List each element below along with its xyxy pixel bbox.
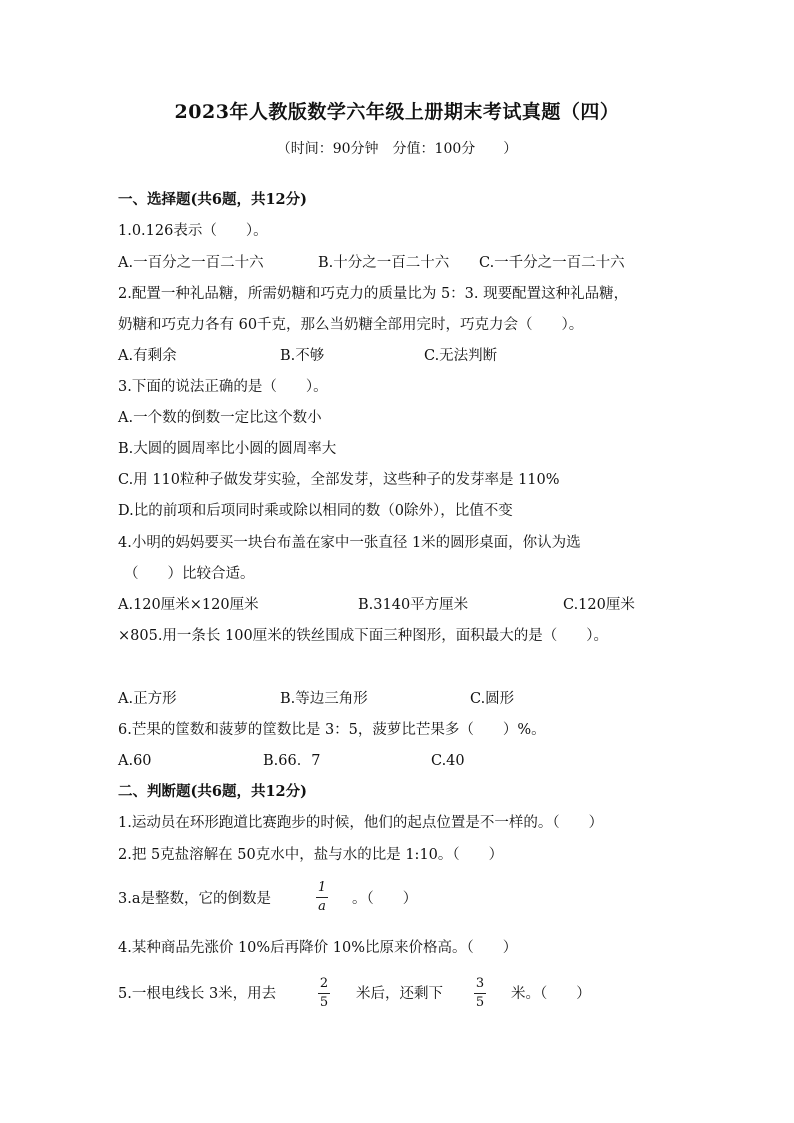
judgment-2: 2.把 5克盐溶解在 50克水中，盐与水的比是 1:10。（ ） [118, 847, 504, 863]
question-2-stem-line2: 奶糖和巧克力各有 60千克，那么当奶糖全部用完时，巧克力会（ ）。 [118, 317, 584, 333]
fraction-bar [474, 993, 486, 994]
question-4-option-a: A.120厘米×120厘米 [118, 597, 259, 613]
question-5-stem: ×805.用一条长 100厘米的铁丝围成下面三种图形，面积最大的是（ ）。 [118, 628, 608, 644]
question-3-option-d: D.比的前项和后项同时乘或除以相同的数（0除外），比值不变 [118, 503, 513, 519]
fraction-denominator: a [318, 899, 326, 914]
judgment-3-text: 3.a是整数，它的倒数是 [118, 891, 271, 907]
fraction-two-fifths [318, 977, 330, 1010]
question-3-option-b: B.大圆的圆周率比小圆的圆周率大 [118, 441, 337, 457]
judgment-5-middle: 米后，还剩下 [356, 986, 443, 1002]
section-heading-choice: 一、选择题(共6题，共12分) [118, 191, 307, 208]
question-2-option-c: C.无法判断 [424, 348, 498, 364]
question-4-stem-line1: 4.小明的妈妈要买一块台布盖在家中一张直径 1米的圆形桌面，你认为选 [118, 535, 581, 551]
question-2-option-b: B.不够 [280, 348, 325, 364]
page-title: 2023年人教版数学六年级上册期末考试真题（四） [174, 101, 620, 123]
question-6-stem: 6.芒果的筐数和菠萝的筐数比是 3：5，菠萝比芒果多（ ）%。 [118, 722, 546, 738]
question-3-option-a: A.一个数的倒数一定比这个数小 [118, 410, 322, 426]
question-5-option-c: C.圆形 [470, 691, 515, 707]
question-4-stem-line2: （ ）比较合适。 [124, 566, 255, 582]
question-4-option-b: B.3140平方厘米 [358, 597, 469, 613]
question-1-option-a: A.一百分之一百二十六 [118, 255, 264, 271]
question-1-option-c: C.一千分之一百二十六 [479, 255, 625, 271]
question-3-option-c: C.用 110粒种子做发芽实验，全部发芽，这些种子的发芽率是 110% [118, 472, 560, 488]
fraction-numerator: 2 [319, 976, 329, 991]
judgment-4: 4.某种商品先涨价 10%后再降价 10%比原来价格高。（ ） [118, 940, 518, 956]
question-1-option-b: B.十分之一百二十六 [318, 255, 450, 271]
section-heading-judgment: 二、判断题(共6题，共12分) [118, 783, 307, 800]
judgment-5-answer: 米。（ ） [511, 986, 591, 1002]
fraction-bar [316, 897, 328, 898]
question-1-stem: 1.0.126表示（ ）。 [118, 223, 268, 239]
question-2-option-a: A.有剩余 [118, 348, 177, 364]
fraction-numerator: 3 [475, 976, 485, 991]
judgment-1: 1.运动员在环形跑道比赛跑步的时候，他们的起点位置是不一样的。（ ） [118, 815, 604, 831]
fraction-bar [318, 993, 330, 994]
question-5-option-b: B.等边三角形 [280, 691, 368, 707]
fraction-denominator: 5 [475, 995, 485, 1010]
question-4-option-c: C.120厘米 [563, 597, 635, 613]
question-5-option-a: A.正方形 [118, 691, 177, 707]
fraction-denominator: 5 [319, 995, 329, 1010]
question-6-option-b: B.66．7 [263, 753, 321, 769]
question-6-option-c: C.40 [431, 753, 465, 769]
question-3-stem: 3.下面的说法正确的是（ ）。 [118, 379, 328, 395]
judgment-5-text: 5.一根电线长 3米，用去 [118, 986, 277, 1002]
question-2-stem-line1: 2.配置一种礼品糖，所需奶糖和巧克力的质量比为 5：3. 现要配置这种礼品糖， [118, 286, 629, 302]
fraction-three-fifths [474, 977, 486, 1010]
judgment-3-answer: 。（ ） [352, 891, 418, 907]
fraction-one-over-a [316, 881, 328, 914]
question-6-option-a: A.60 [118, 753, 152, 769]
exam-info: （时间：90分钟 分值：100分 ） [276, 141, 518, 157]
fraction-numerator: 1 [317, 880, 327, 895]
